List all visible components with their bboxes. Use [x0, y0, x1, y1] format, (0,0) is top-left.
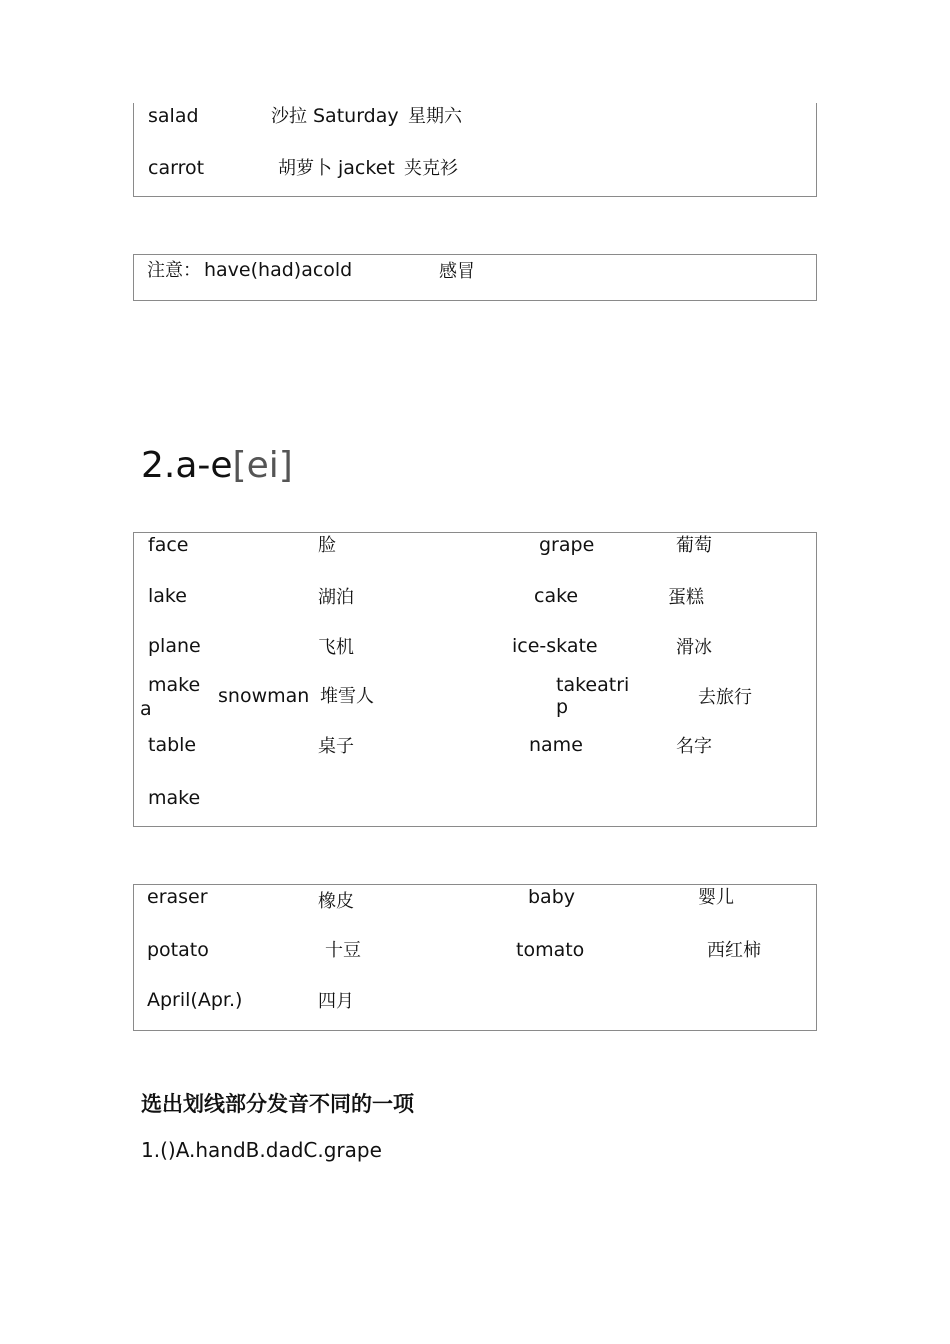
meaning-tomato: 西红柿: [707, 940, 761, 961]
meaning-name: 名字: [676, 736, 712, 757]
meaning-take-a-trip: 去旅行: [698, 687, 752, 708]
word-plane: plane: [148, 635, 201, 657]
word-a: a: [140, 698, 152, 720]
vocab-table-top: [133, 103, 817, 197]
word-lake: lake: [148, 585, 187, 607]
word-name: name: [529, 734, 583, 756]
meaning-eraser: 橡皮: [318, 891, 354, 912]
word-saturday: Saturday: [313, 105, 399, 127]
word-face: face: [148, 534, 189, 556]
meaning-table: 桌子: [318, 736, 354, 757]
meaning-grape: 葡萄: [676, 535, 712, 556]
word-snowman: snowman: [218, 685, 310, 707]
word-carrot: carrot: [148, 157, 205, 179]
word-grape: grape: [539, 534, 595, 556]
word-baby: baby: [528, 886, 576, 908]
word-eraser: eraser: [147, 886, 208, 908]
note-phrase: have(had)acold: [204, 259, 353, 281]
meaning-april: 四月: [318, 991, 354, 1012]
word-take-a-trip: takeatrip: [556, 674, 630, 718]
word-table: table: [148, 734, 197, 756]
note-label: 注意：: [147, 260, 201, 281]
heading-main: 2.a-e: [141, 445, 233, 486]
exercise-question-1: 1.()A.handB.dadC.grape: [141, 1138, 382, 1162]
meaning-potato: 十豆: [325, 940, 361, 961]
meaning-salad: 沙拉: [271, 106, 307, 127]
word-make: make: [148, 674, 201, 696]
word-salad: salad: [148, 105, 199, 127]
meaning-carrot: 胡萝卜: [278, 158, 332, 179]
word-cake: cake: [534, 585, 579, 607]
note-meaning: 感冒: [439, 261, 475, 282]
word-jacket: jacket: [338, 157, 395, 179]
word-potato: potato: [147, 939, 209, 961]
word-april: April(Apr.): [147, 989, 243, 1011]
meaning-make-a-snowman: 堆雪人: [320, 686, 374, 707]
meaning-lake: 湖泊: [318, 587, 354, 608]
heading-ipa: [ei]: [232, 445, 293, 486]
vocab-table-a-e: [133, 532, 817, 827]
meaning-baby: 婴儿: [698, 887, 734, 908]
meaning-saturday: 星期六: [408, 106, 462, 127]
word-make-2: make: [148, 787, 201, 809]
meaning-ice-skate: 滑冰: [676, 637, 712, 658]
meaning-plane: 飞机: [318, 637, 354, 658]
word-tomato: tomato: [516, 939, 585, 961]
word-ice-skate: ice-skate: [512, 635, 598, 657]
meaning-jacket: 夹克衫: [404, 158, 458, 179]
section-heading: [141, 446, 293, 486]
meaning-face: 脸: [318, 535, 336, 556]
meaning-cake: 蛋糕: [668, 587, 704, 608]
exercise-title: 选出划线部分发音不同的一项: [141, 1092, 414, 1116]
